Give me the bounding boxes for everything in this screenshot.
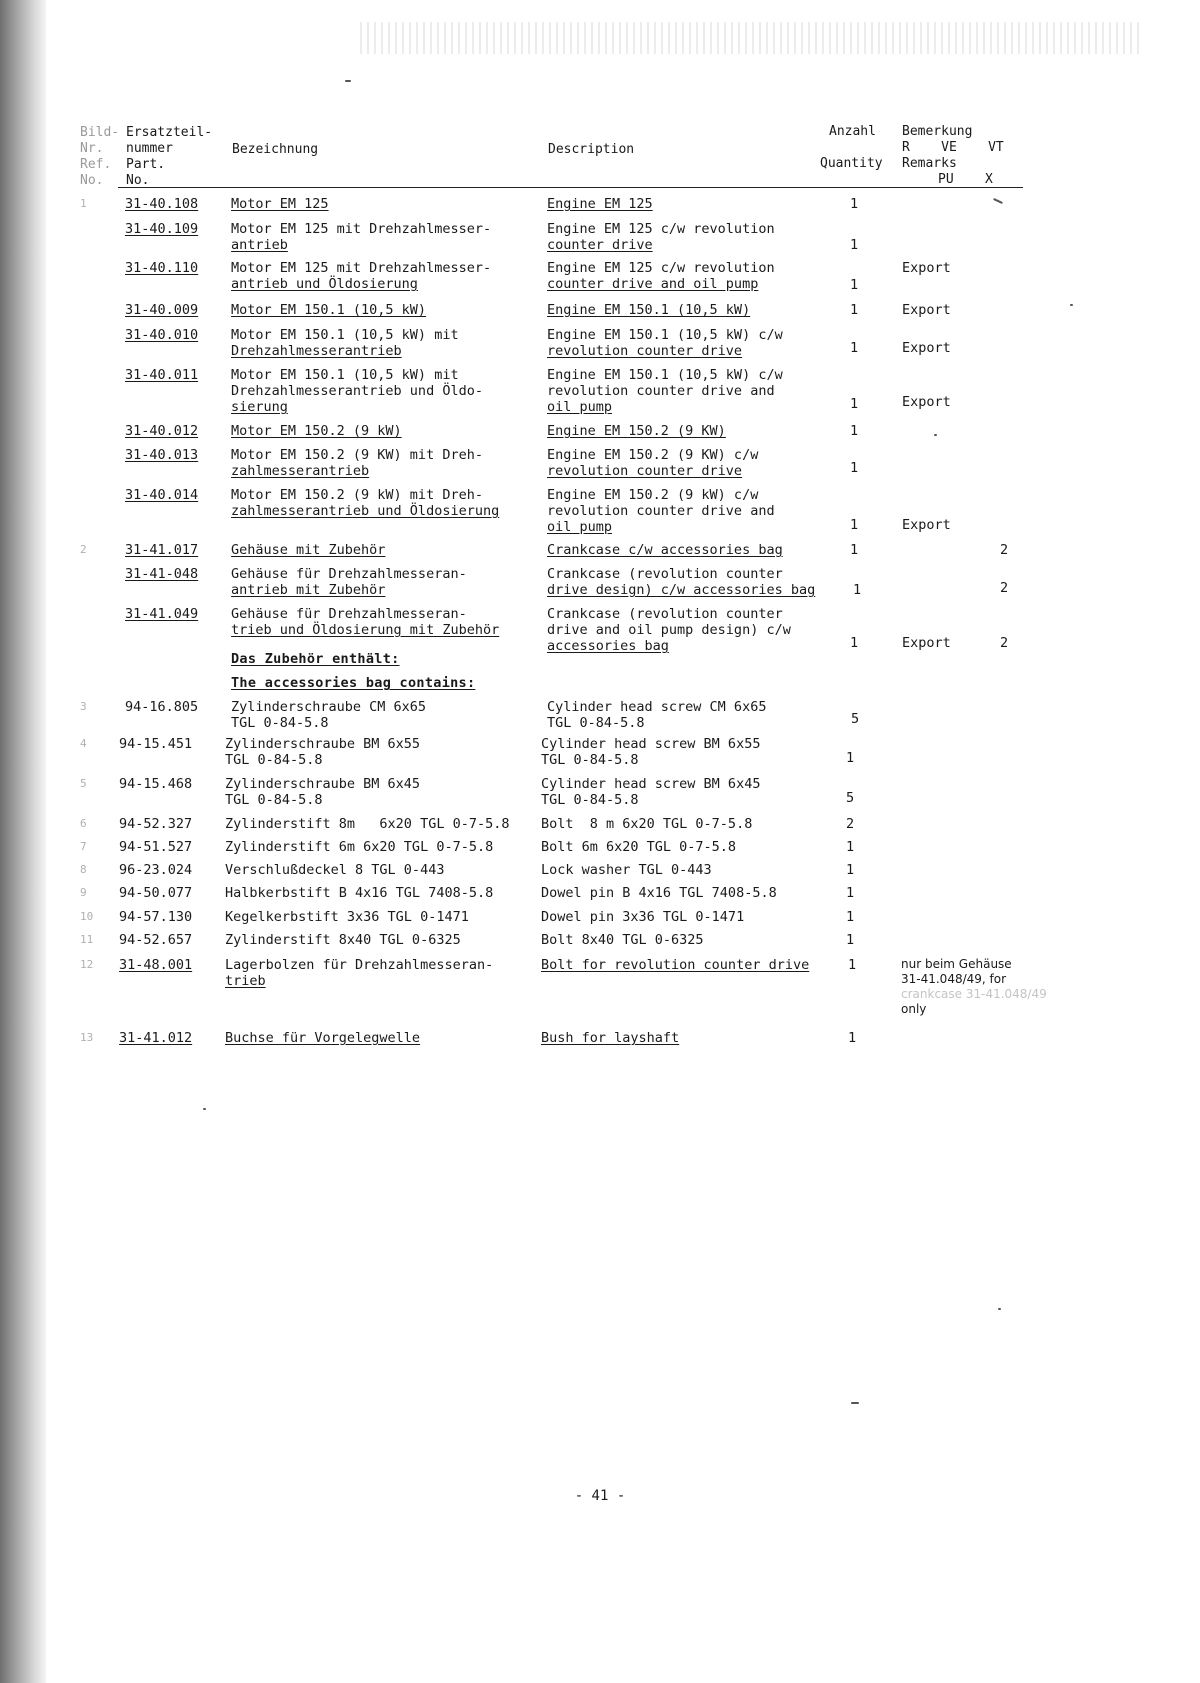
quantity: 1: [850, 277, 859, 293]
scan-speck: [1070, 304, 1073, 306]
bezeichnung: Motor EM 125 mit Drehzahlmesser-: [231, 260, 492, 276]
quantity: 5: [851, 711, 860, 727]
remark-note-line: nur beim Gehäuse: [901, 957, 1012, 971]
scan-speck: [934, 434, 937, 436]
quantity: 1: [850, 396, 859, 412]
bezeichnung: Zylinderstift 8m 6x20 TGL 0-7-5.8: [225, 816, 510, 832]
description: Crankcase c/w accessories bag: [547, 542, 783, 558]
description: Crankcase (revolution counter: [547, 566, 783, 582]
bezeichnung: sierung: [231, 399, 288, 415]
description: Engine EM 150.2 (9 KW) c/w: [547, 447, 759, 463]
scan-speck: [993, 198, 1003, 204]
header-remarks: Remarks: [902, 156, 957, 171]
remark: Export: [902, 260, 951, 276]
remark-note-line: 31-41.048/49, for: [901, 972, 1007, 986]
header-fig-no-line: Bild-: [80, 125, 120, 140]
description: Bolt for revolution counter drive: [541, 957, 810, 973]
description: Crankcase (revolution counter: [547, 606, 783, 622]
remark: Export: [902, 394, 951, 410]
remark: Export: [902, 340, 951, 356]
description: Bolt 8x40 TGL 0-6325: [541, 932, 704, 948]
description: counter drive: [547, 237, 653, 253]
description: Cylinder head screw BM 6x45: [541, 776, 761, 792]
header-bemerkung: Bemerkung: [902, 124, 973, 139]
header-bezeichnung: Bezeichnung: [232, 142, 319, 157]
quantity: 1: [846, 885, 855, 901]
bezeichnung: Drehzahlmesserantrieb und Öldo-: [231, 383, 483, 399]
bezeichnung: trieb und Öldosierung mit Zubehör: [231, 622, 500, 638]
part-number: 31-41.012: [119, 1030, 193, 1046]
bezeichnung: Gehäuse mit Zubehör: [231, 542, 386, 558]
description: TGL 0-84-5.8: [541, 792, 639, 808]
part-number: 31-40.013: [125, 447, 199, 463]
description: revolution counter drive and: [547, 383, 775, 399]
bezeichnung: antrieb mit Zubehör: [231, 582, 386, 598]
description: Engine EM 125 c/w revolution: [547, 260, 775, 276]
remark-note-line: only: [901, 1002, 927, 1016]
bezeichnung: Motor EM 150.1 (10,5 kW) mit: [231, 327, 459, 343]
header-part-no-line: No.: [126, 173, 150, 188]
description: Engine EM 150.2 (9 kW) c/w: [547, 487, 759, 503]
description: counter drive and oil pump: [547, 276, 759, 292]
description: revolution counter drive: [547, 463, 743, 479]
fig-number: 12: [80, 958, 94, 971]
part-number: 94-16.805: [125, 699, 199, 715]
fig-number: 13: [80, 1031, 94, 1044]
part-number: 31-40.012: [125, 423, 199, 439]
part-number: 94-15.468: [119, 776, 193, 792]
header-pu-x: PU X: [938, 172, 993, 187]
remark: Export: [902, 517, 951, 533]
part-number: 31-41.049: [125, 606, 199, 622]
page-number: - 41 -: [574, 1488, 626, 1504]
quantity: 1: [848, 1030, 857, 1046]
description: Cylinder head screw BM 6x55: [541, 736, 761, 752]
part-number: 94-52.327: [119, 816, 193, 832]
part-number: 31-40.010: [125, 327, 199, 343]
header-fig-no: [80, 125, 119, 189]
header-description: Description: [548, 142, 635, 157]
quantity: 1: [850, 237, 859, 253]
bezeichnung: TGL 0-84-5.8: [225, 792, 323, 808]
description: Bolt 8 m 6x20 TGL 0-7-5.8: [541, 816, 753, 832]
quantity: 1: [853, 582, 862, 598]
header-fig-no-line: Nr.: [80, 141, 104, 156]
bezeichnung: Motor EM 150.1 (10,5 kW) mit: [231, 367, 459, 383]
remark-note-line: crankcase 31-41.048/49: [901, 987, 1047, 1001]
part-number: 31-40.109: [125, 221, 199, 237]
bezeichnung: Zylinderschraube BM 6x45: [225, 776, 421, 792]
fig-number: 9: [80, 886, 87, 899]
quantity: 1: [850, 542, 859, 558]
bezeichnung: antrieb und Öldosierung: [231, 276, 418, 292]
description: Dowel pin 3x36 TGL 0-1471: [541, 909, 745, 925]
description: Engine EM 150.1 (10,5 kW) c/w: [547, 327, 783, 343]
scan-speck: [998, 1308, 1001, 1310]
part-number: 31-48.001: [119, 957, 193, 973]
quantity: 5: [846, 790, 855, 806]
bezeichnung: Zylinderschraube BM 6x55: [225, 736, 421, 752]
bezeichnung: Zylinderstift 8x40 TGL 0-6325: [225, 932, 461, 948]
scan-speck: [851, 1402, 859, 1404]
part-number: 94-50.077: [119, 885, 193, 901]
fig-number: 4: [80, 737, 87, 750]
header-rule: [118, 187, 1023, 188]
fig-number: 5: [80, 777, 87, 790]
quantity: 1: [846, 862, 855, 878]
quantity: 1: [846, 839, 855, 855]
header-part-no-line: Part.: [126, 157, 166, 172]
part-number: 31-41.017: [125, 542, 199, 558]
description: accessories bag: [547, 638, 669, 654]
bezeichnung: Zylinderstift 6m 6x20 TGL 0-7-5.8: [225, 839, 494, 855]
part-number: 31-40.011: [125, 367, 199, 383]
bezeichnung: zahlmesserantrieb und Öldosierung: [231, 503, 500, 519]
quantity: 1: [850, 460, 859, 476]
header-part-no-line: Ersatzteil-: [126, 125, 213, 140]
description: Cylinder head screw CM 6x65: [547, 699, 767, 715]
header-r-ve-vt: R VE VT: [902, 140, 1004, 155]
quantity: 1: [850, 517, 859, 533]
bezeichnung: Motor EM 150.1 (10,5 kW): [231, 302, 427, 318]
part-number: 94-57.130: [119, 909, 193, 925]
bezeichnung: Drehzahlmesserantrieb: [231, 343, 402, 359]
header-part-no: [126, 125, 212, 189]
description: TGL 0-84-5.8: [541, 752, 639, 768]
quantity: 1: [850, 423, 859, 439]
description: Engine EM 150.1 (10,5 kW) c/w: [547, 367, 783, 383]
description: Engine EM 125 c/w revolution: [547, 221, 775, 237]
fig-number: 11: [80, 933, 94, 946]
bezeichnung: Lagerbolzen für Drehzahlmesseran-: [225, 957, 494, 973]
header-anzahl: Anzahl: [829, 124, 876, 139]
fig-number: 1: [80, 197, 87, 210]
description: Engine EM 125: [547, 196, 653, 212]
bezeichnung: Kegelkerbstift 3x36 TGL 0-1471: [225, 909, 469, 925]
quantity: 1: [846, 909, 855, 925]
description: Bush for layshaft: [541, 1030, 680, 1046]
bezeichnung: Halbkerbstift B 4x16 TGL 7408-5.8: [225, 885, 494, 901]
quantity: 2: [846, 816, 855, 832]
bezeichnung: antrieb: [231, 237, 288, 253]
bezeichnung: Gehäuse für Drehzahlmesseran-: [231, 606, 467, 622]
part-number: 96-23.024: [119, 862, 193, 878]
fig-number: 10: [80, 910, 94, 923]
header-fig-no-line: Ref.: [80, 157, 112, 172]
description: revolution counter drive: [547, 343, 743, 359]
bezeichnung: Motor EM 125: [231, 196, 329, 212]
description: Engine EM 150.2 (9 KW): [547, 423, 726, 439]
quantity: 1: [850, 340, 859, 356]
quantity: 1: [850, 196, 859, 212]
description: drive design) c/w accessories bag: [547, 582, 816, 598]
vt-value: 2: [1000, 580, 1009, 596]
remark: Export: [902, 635, 951, 651]
section-heading-de-text: Das Zubehör enthält:: [231, 651, 400, 667]
bezeichnung: Motor EM 150.2 (9 KW) mit Dreh-: [231, 447, 483, 463]
bezeichnung: Motor EM 125 mit Drehzahlmesser-: [231, 221, 492, 237]
bezeichnung: zahlmesserantrieb: [231, 463, 370, 479]
bezeichnung: TGL 0-84-5.8: [225, 752, 323, 768]
header-remarks-block: [902, 124, 1004, 188]
description: revolution counter drive and: [547, 503, 775, 519]
fig-number: 6: [80, 817, 87, 830]
bezeichnung: Motor EM 150.2 (9 kW): [231, 423, 402, 439]
bezeichnung: Gehäuse für Drehzahlmesseran-: [231, 566, 467, 582]
header-part-no-line: nummer: [126, 141, 173, 156]
description: drive and oil pump design) c/w: [547, 622, 791, 638]
part-number: 94-51.527: [119, 839, 193, 855]
fig-number: 2: [80, 543, 87, 556]
part-number: 31-40.014: [125, 487, 199, 503]
description: Lock washer TGL 0-443: [541, 862, 712, 878]
section-heading-en-text: The accessories bag contains:: [231, 675, 476, 691]
description: oil pump: [547, 399, 613, 415]
fig-number: 7: [80, 840, 87, 853]
bezeichnung: Buchse für Vorgelegwelle: [225, 1030, 421, 1046]
bezeichnung: trieb: [225, 973, 266, 989]
description: Dowel pin B 4x16 TGL 7408-5.8: [541, 885, 777, 901]
fig-number: 8: [80, 863, 87, 876]
quantity: 1: [846, 932, 855, 948]
quantity: 1: [846, 750, 855, 766]
vt-value: 2: [1000, 542, 1009, 558]
fig-number: 3: [80, 700, 87, 713]
part-number: 94-15.451: [119, 736, 193, 752]
description: TGL 0-84-5.8: [547, 715, 645, 731]
bezeichnung: Verschlußdeckel 8 TGL 0-443: [225, 862, 445, 878]
part-number: 94-52.657: [119, 932, 193, 948]
bezeichnung: Zylinderschraube CM 6x65: [231, 699, 427, 715]
header-fig-no-line: No.: [80, 173, 104, 188]
quantity: 1: [848, 957, 857, 973]
vt-value: 2: [1000, 635, 1009, 651]
header-quantity: Quantity: [820, 156, 883, 171]
remark: Export: [902, 302, 951, 318]
description: Engine EM 150.1 (10,5 kW): [547, 302, 751, 318]
part-number: 31-40.009: [125, 302, 199, 318]
scan-speck: [345, 80, 351, 82]
part-number: 31-40.108: [125, 196, 199, 212]
part-number: 31-41-048: [125, 566, 199, 582]
quantity: 1: [850, 302, 859, 318]
bezeichnung: TGL 0-84-5.8: [231, 715, 329, 731]
part-number: 31-40.110: [125, 260, 199, 276]
scan-speck: [203, 1108, 206, 1110]
quantity: 1: [850, 635, 859, 651]
description: Bolt 6m 6x20 TGL 0-7-5.8: [541, 839, 737, 855]
description: oil pump: [547, 519, 613, 535]
bezeichnung: Motor EM 150.2 (9 kW) mit Dreh-: [231, 487, 483, 503]
